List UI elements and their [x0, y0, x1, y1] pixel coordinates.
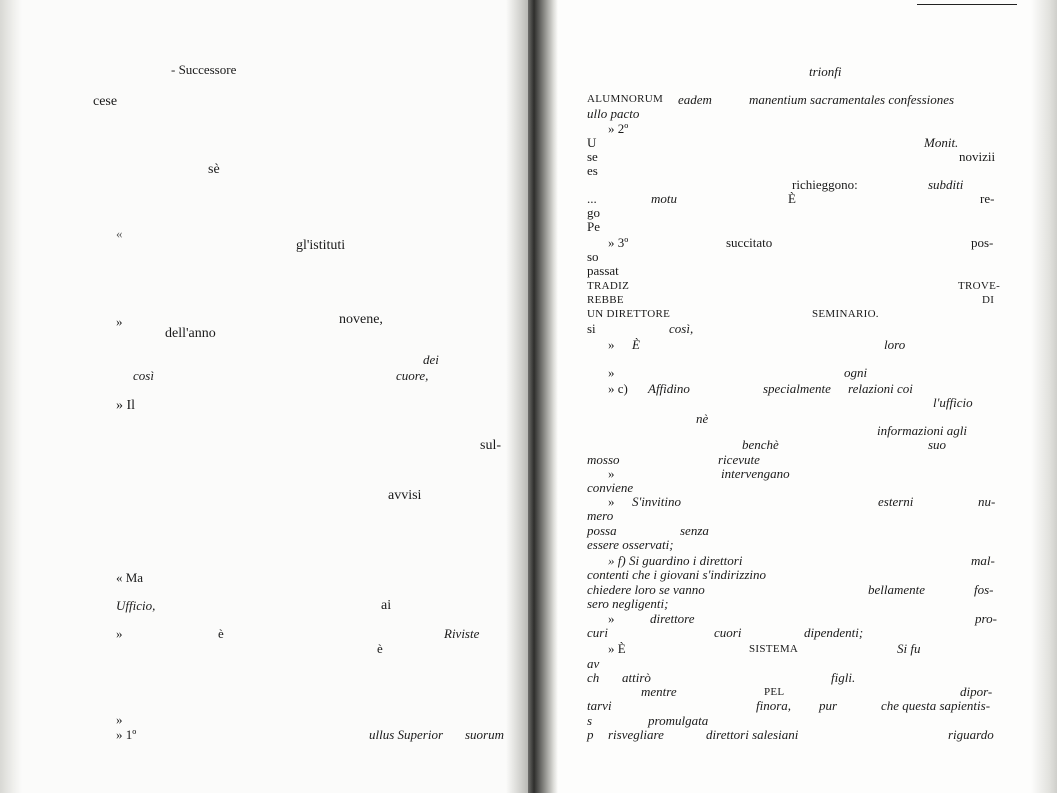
- text-line: ...: [587, 191, 597, 206]
- text-line: così: [133, 368, 154, 383]
- text-line: mal-: [971, 553, 995, 568]
- text-line: manentium sacramentales confessiones: [749, 92, 955, 107]
- text-line: cuore,: [396, 368, 429, 383]
- text-line: sè: [208, 162, 220, 177]
- text-line: » Il: [116, 398, 136, 413]
- text-line: cuori: [714, 625, 742, 640]
- text-line: dipor-: [960, 684, 993, 699]
- text-line: specialmente: [763, 381, 831, 396]
- text-line: UN DIRETTORE: [587, 308, 671, 320]
- right-page: [528, 0, 1057, 793]
- text-line: informazioni agli: [877, 423, 967, 438]
- text-line: »: [116, 314, 123, 329]
- text-line: nè: [696, 411, 709, 426]
- text-line: mosso: [587, 452, 620, 467]
- text-line: direttore: [650, 611, 695, 626]
- text-line: senza: [680, 523, 709, 538]
- text-line: chiedere loro se vanno: [587, 582, 705, 597]
- text-line: passat: [587, 263, 619, 278]
- text-line: loro: [884, 337, 906, 352]
- text-line: nu-: [978, 494, 996, 509]
- book-spine-shadow: [528, 0, 558, 793]
- text-line: novizii: [959, 149, 996, 164]
- text-line: TROVE-: [958, 280, 1001, 292]
- text-line: » 2º: [608, 121, 629, 136]
- text-line: relazioni coi: [848, 381, 913, 396]
- text-line: SISTEMA: [749, 643, 799, 655]
- text-line: richieggono:: [792, 177, 858, 192]
- text-line: » f) Si guardino i direttori: [608, 553, 743, 568]
- text-line: so: [587, 249, 599, 264]
- text-line: »: [608, 466, 615, 481]
- text-line: trionfi: [809, 64, 842, 79]
- text-line: promulgata: [648, 713, 709, 728]
- text-line: pos-: [971, 235, 994, 250]
- text-line: si: [587, 321, 596, 336]
- text-line: Riviste: [444, 626, 480, 641]
- text-line: dell'anno: [165, 326, 216, 341]
- gutter-shadow: [506, 0, 528, 793]
- text-line: È: [632, 337, 640, 352]
- text-line: subditi: [928, 177, 964, 192]
- text-line: che questa sapientis-: [881, 698, 991, 713]
- text-line: attirò: [622, 670, 651, 685]
- page-edge-shadow: [1031, 0, 1057, 793]
- text-line: pur: [819, 698, 838, 713]
- text-line: sul-: [480, 438, 501, 453]
- text-line: »: [116, 712, 123, 727]
- text-line: S'invitino: [632, 494, 681, 509]
- text-line: sero negligenti;: [587, 596, 669, 611]
- text-line: TRADIZ: [587, 280, 630, 292]
- text-line: intervengano: [721, 466, 790, 481]
- text-line: »: [608, 494, 615, 509]
- text-line: dei: [423, 352, 439, 367]
- text-line: finora,: [756, 698, 792, 713]
- text-line: »: [608, 611, 615, 626]
- left-page: [0, 0, 528, 793]
- text-line: bellamente: [868, 582, 926, 597]
- text-line: l'ufficio: [933, 395, 973, 410]
- text-line: «: [116, 226, 123, 241]
- text-line: direttori salesiani: [706, 727, 799, 742]
- text-line: Pe: [587, 219, 600, 234]
- text-line: Monit.: [924, 135, 959, 150]
- text-line: s: [587, 713, 593, 728]
- header-rule: [917, 4, 1017, 5]
- text-line: » c): [608, 381, 628, 396]
- text-line: avvisi: [388, 488, 422, 503]
- text-line: ch: [587, 670, 600, 685]
- text-line: go: [587, 205, 600, 220]
- text-line: curi: [587, 625, 608, 640]
- text-line: es: [587, 163, 598, 178]
- text-line: Affidino: [648, 381, 690, 396]
- text-line: ALUMNORUM: [587, 93, 664, 105]
- text-line: ricevute: [718, 452, 760, 467]
- text-line: » 3º: [608, 235, 629, 250]
- text-line: re-: [980, 191, 995, 206]
- text-line: motu: [651, 191, 677, 206]
- text-line: »: [116, 626, 123, 641]
- text-line: PEL: [764, 686, 785, 698]
- text-line: gl'istituti: [296, 238, 346, 253]
- text-line: novene,: [339, 312, 383, 327]
- text-line: figli.: [831, 670, 856, 685]
- text-line: ullus Superior: [369, 727, 444, 742]
- text-line: « Ma: [116, 570, 144, 585]
- text-line: » È: [608, 641, 626, 656]
- text-line: »: [608, 365, 615, 380]
- text-line: Si fu: [897, 641, 921, 656]
- text-line: ogni: [844, 365, 868, 380]
- text-line: fos-: [974, 582, 994, 597]
- text-line: - Successore: [171, 62, 237, 77]
- text-line: DI: [982, 294, 995, 306]
- text-line: esterni: [878, 494, 914, 509]
- text-line: REBBE: [587, 294, 624, 306]
- text-line: conviene: [587, 480, 634, 495]
- text-line: È: [788, 191, 796, 206]
- text-line: benchè: [742, 437, 779, 452]
- text-line: risvegliare: [608, 727, 664, 742]
- text-line: essere osservati;: [587, 537, 674, 552]
- text-line: SEMINARIO.: [812, 308, 879, 320]
- text-line: »: [608, 337, 615, 352]
- text-line: è: [377, 641, 383, 656]
- page-edge-shadow: [0, 0, 22, 793]
- text-line: cese: [93, 94, 118, 109]
- text-line: eadem: [678, 92, 712, 107]
- text-line: ai: [381, 598, 392, 613]
- text-line: Ufficio,: [116, 598, 156, 613]
- text-line: tarvi: [587, 698, 612, 713]
- text-line: così,: [669, 321, 694, 336]
- text-line: se: [587, 149, 598, 164]
- text-line: » 1º: [116, 727, 137, 742]
- text-line: mero: [587, 508, 614, 523]
- text-line: possa: [587, 523, 617, 538]
- text-line: mentre: [641, 684, 677, 699]
- text-line: riguardo: [948, 727, 994, 742]
- text-line: p: [587, 727, 594, 742]
- text-line: ullo pacto: [587, 106, 640, 121]
- text-line: suo: [928, 437, 947, 452]
- text-line: U: [587, 135, 597, 150]
- text-line: av: [587, 656, 600, 671]
- text-line: è: [218, 626, 224, 641]
- text-line: pro-: [975, 611, 997, 626]
- text-line: dipendenti;: [804, 625, 864, 640]
- text-line: contenti che i giovani s'indirizzino: [587, 567, 766, 582]
- text-line: succitato: [726, 235, 773, 250]
- text-line: suorum: [465, 727, 505, 742]
